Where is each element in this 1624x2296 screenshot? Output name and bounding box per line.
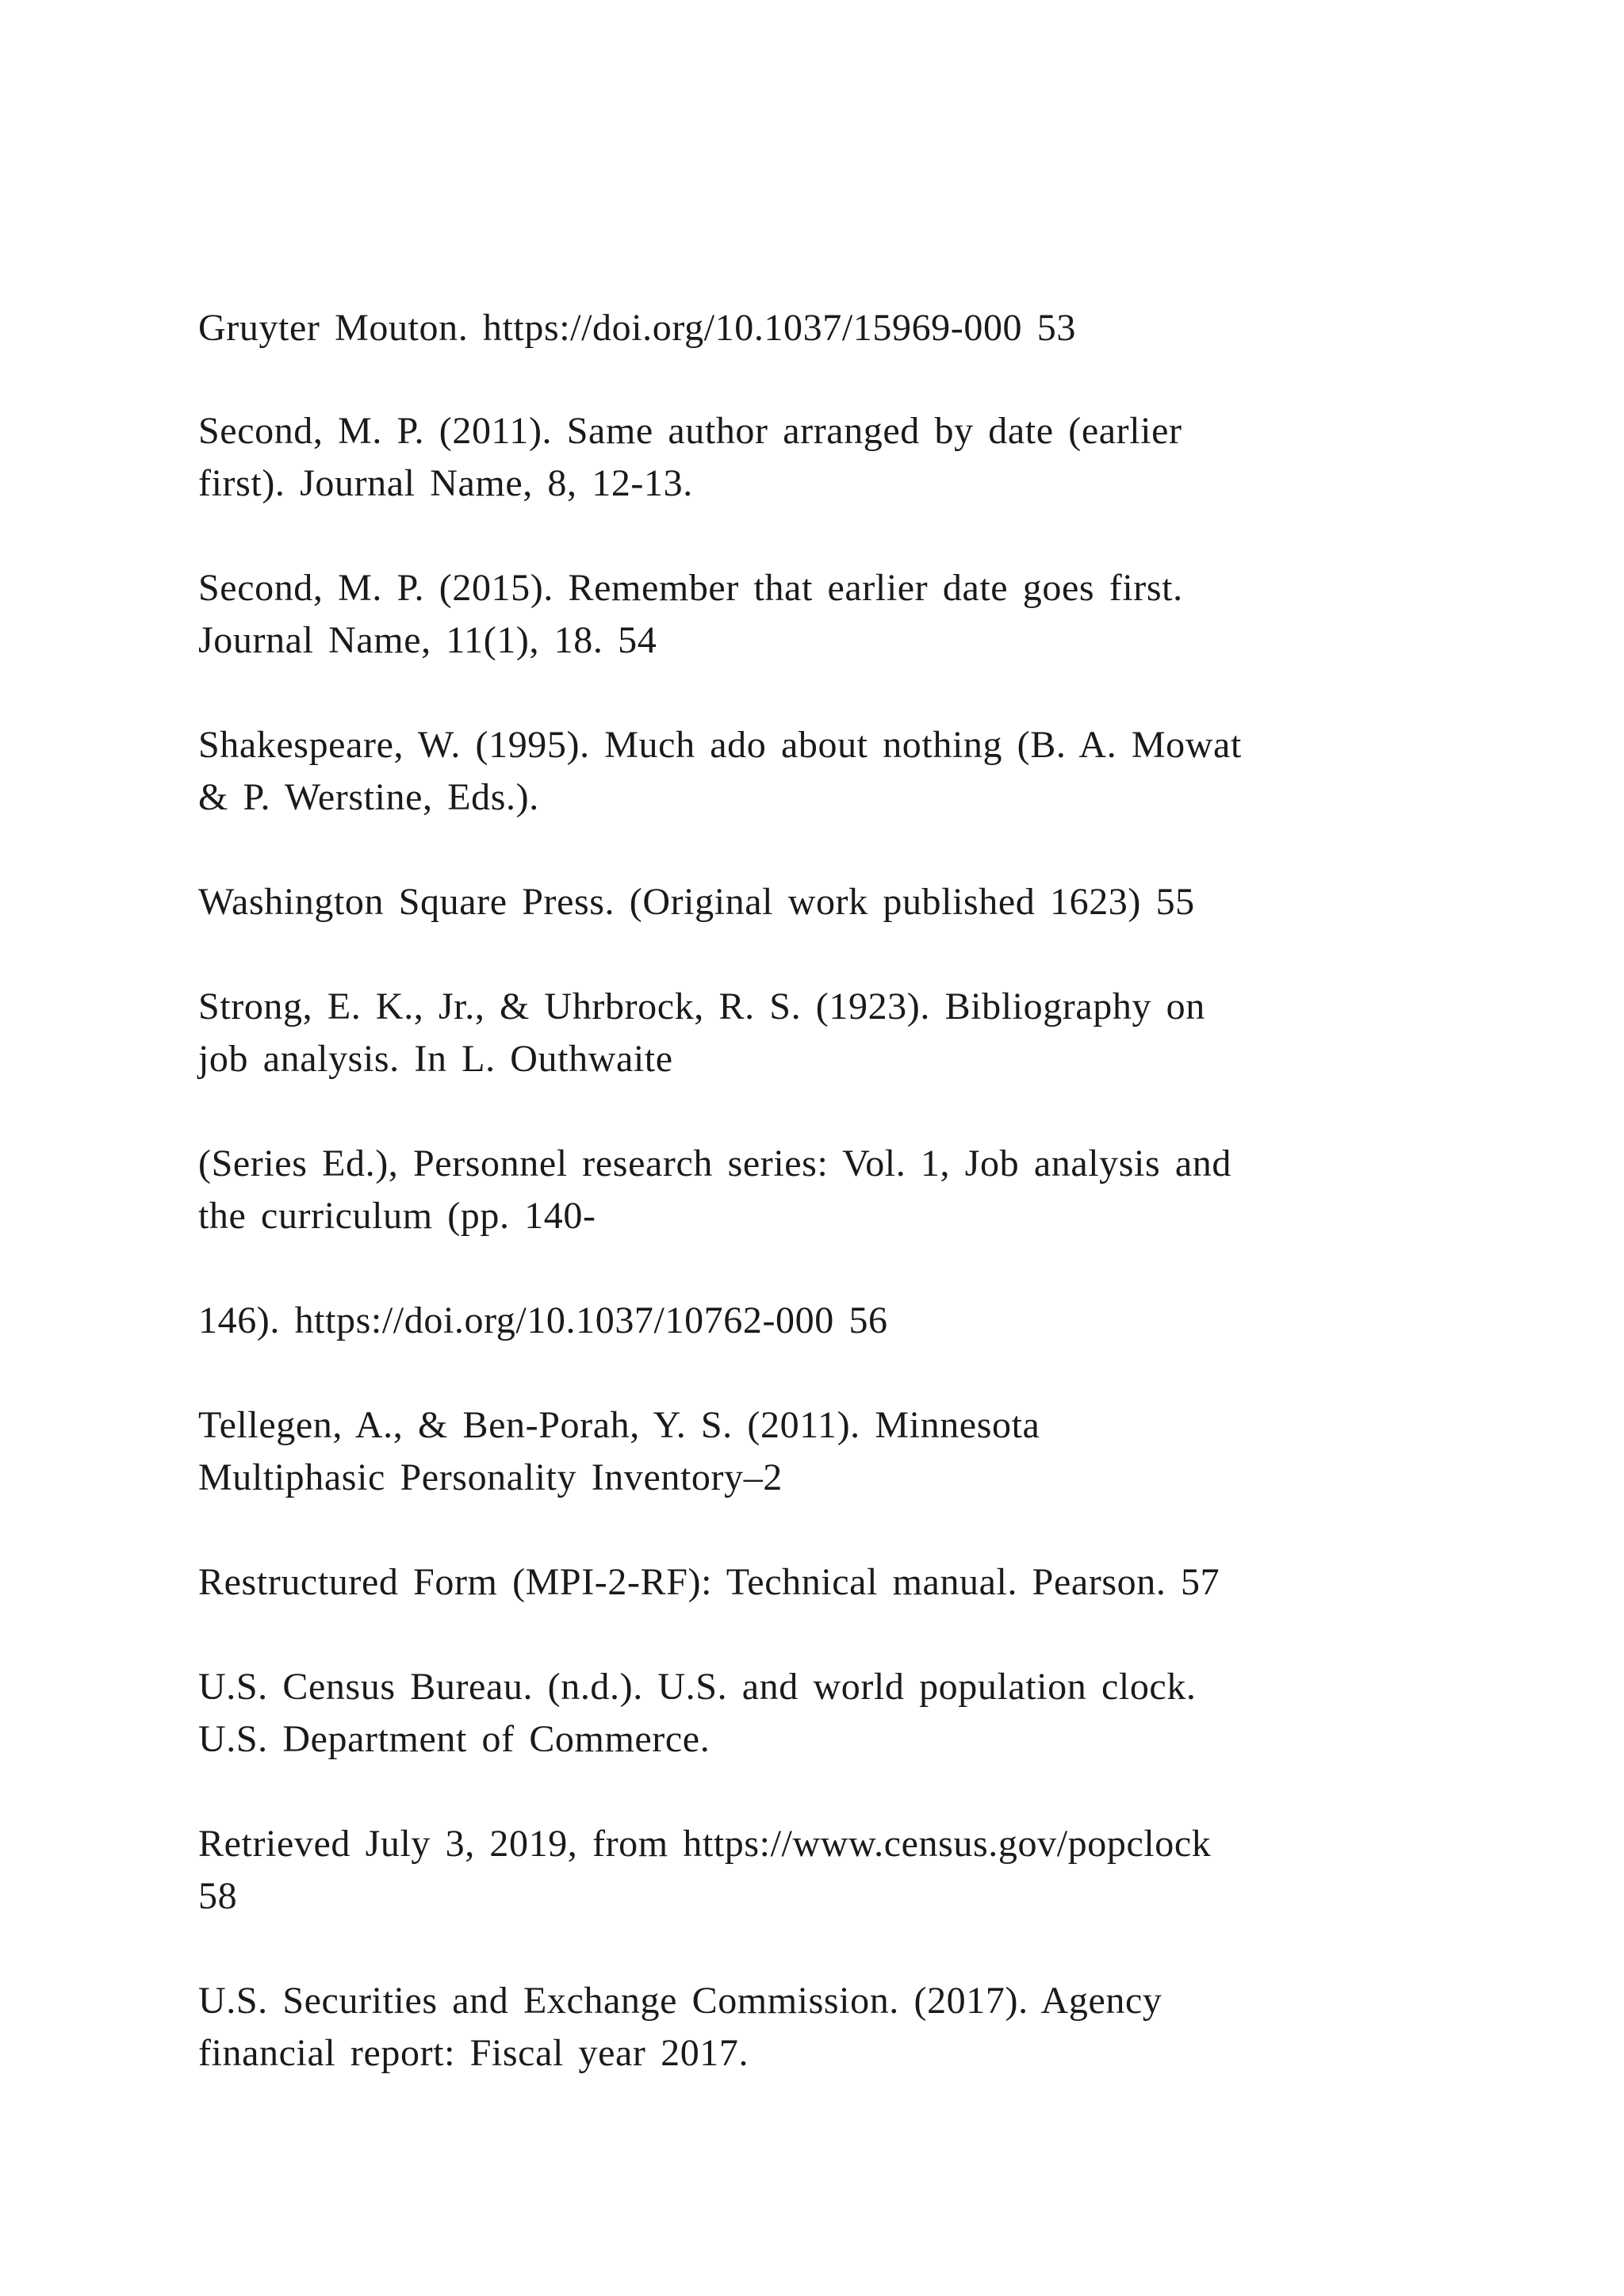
text-line: U.S. Census Bureau. (n.d.). U.S. and world population clock. (198, 1666, 1197, 1708)
text-line: Restructured Form (MPI-2-RF): Technical manual. Pearson. 57 (198, 1561, 1220, 1603)
text-line: Journal Name, 11(1), 18. 54 (198, 619, 657, 661)
text-line: the curriculum (pp. 140- (198, 1195, 596, 1237)
text-line: first). Journal Name, 8, 12-13. (198, 462, 693, 504)
text-line: 58 (198, 1875, 238, 1917)
text-line: 146). https://doi.org/10.1037/10762-000 56 (198, 1299, 888, 1341)
text-line: Strong, E. K., Jr., & Uhrbrock, R. S. (1923). Bibliography on (198, 985, 1205, 1027)
text-line: Washington Square Press. (Original work published 1623) 55 (198, 881, 1195, 923)
text-line: job analysis. In L. Outhwaite (198, 1038, 673, 1080)
text-line: financial report: Fiscal year 2017. (198, 2032, 749, 2074)
text-line: & P. Werstine, Eds.). (198, 776, 539, 818)
text-line: (Series Ed.), Personnel research series: Vol. 1, Job analysis and (198, 1142, 1231, 1184)
text-line: Second, M. P. (2015). Remember that earlier date goes first. (198, 567, 1183, 609)
text-line: Shakespeare, W. (1995). Much ado about nothing (B. A. Mowat (198, 724, 1242, 766)
text-line: Tellegen, A., & Ben-Porah, Y. S. (2011). Minnesota (198, 1404, 1040, 1446)
text-line: Multiphasic Personality Inventory–2 (198, 1456, 783, 1498)
text-line: U.S. Securities and Exchange Commission. (2017). Agency (198, 1980, 1162, 2022)
text-line: Second, M. P. (2011). Same author arranged by date (earlier (198, 410, 1182, 452)
text-line: Gruyter Mouton. https://doi.org/10.1037/15969-000 53 (198, 307, 1076, 349)
text-line: Retrieved July 3, 2019, from https://www.census.gov/popclock (198, 1823, 1212, 1865)
text-line: U.S. Department of Commerce. (198, 1718, 710, 1760)
